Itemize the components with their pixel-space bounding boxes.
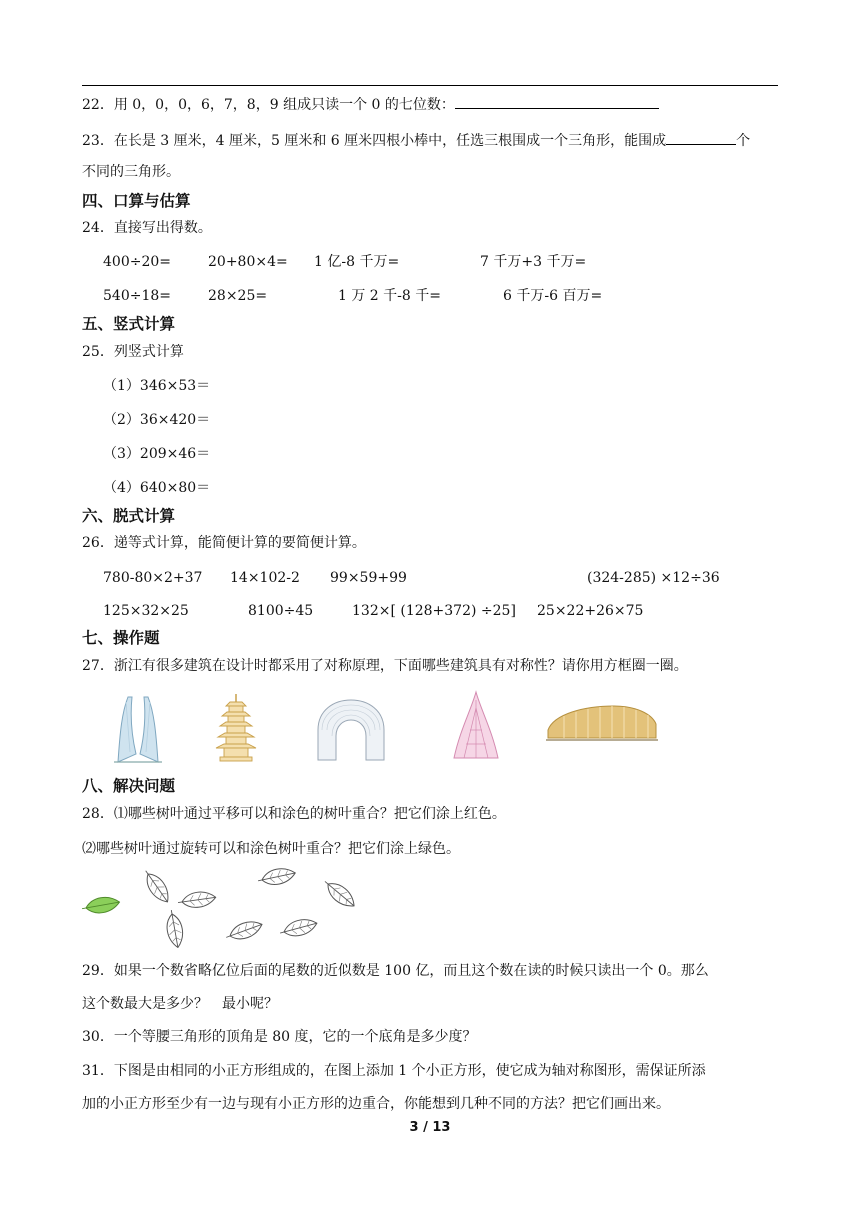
- expr-26-3: 99×59+99: [330, 570, 407, 586]
- question-23-line2: 不同的三角形。: [82, 164, 180, 180]
- answer-blank-22[interactable]: [455, 94, 659, 109]
- leaf-icon-6[interactable]: [278, 916, 319, 940]
- question-29-line1: 29．如果一个数省略亿位后面的尾数的近似数是 100 亿，而且这个数在读的时候只读出一个 0。那么: [82, 963, 709, 979]
- leaf-icon-1[interactable]: [140, 866, 174, 906]
- section-6-title: 六、脱式计算: [82, 507, 176, 525]
- expr-26-8: 25×22+26×75: [537, 603, 644, 619]
- expr-26-2: 14×102-2: [230, 570, 300, 586]
- pagoda-building-image[interactable]: [210, 692, 262, 764]
- expr-26-5: 125×32×25: [103, 603, 189, 619]
- section-5-title: 五、竖式计算: [82, 315, 176, 333]
- expr-26-6: 8100÷45: [248, 603, 314, 619]
- expr-26-4: (324-285) ×12÷36: [587, 570, 720, 586]
- leaf-icon-7[interactable]: [320, 876, 359, 912]
- expr-24-3: 1 亿-8 千万=: [314, 254, 400, 270]
- answer-blank-23[interactable]: [666, 130, 736, 145]
- item-25-3: （3）209×46＝: [103, 446, 211, 462]
- question-30-text: 30．一个等腰三角形的顶角是 80 度，它的一个底角是多少度？: [82, 1029, 477, 1045]
- question-24-text: 24．直接写出得数。: [82, 220, 212, 236]
- question-22: [82, 94, 659, 115]
- section-8-title: 八、解决问题: [82, 777, 176, 795]
- expr-26-7: 132×[ (128+372) ÷25]: [352, 603, 516, 619]
- question-23-line1: [82, 130, 750, 151]
- expr-24-6: 28×25=: [208, 288, 268, 304]
- expr-24-2: 20+80×4=: [208, 254, 288, 270]
- shaded-leaf-icon: [81, 895, 121, 916]
- question-31-line1: 31．下图是由相同的小正方形组成的，在图上添加 1 个小正方形，使它成为轴对称图形，需保证所添: [82, 1063, 706, 1079]
- header-rule: [82, 85, 778, 86]
- section-7-title: 七、操作题: [82, 629, 160, 647]
- page-number: 3 / 13: [409, 1120, 451, 1135]
- question-23-text-a: 23．在长是 3 厘米，4 厘米，5 厘米和 6 厘米四根小棒中，任选三根围成一个三角形，能围成: [82, 133, 667, 149]
- question-29-line2: 这个数最大是多少？ 最小呢？: [82, 996, 278, 1012]
- leaf-icon-5[interactable]: [224, 917, 265, 944]
- item-25-4: （4）640×80＝: [103, 480, 211, 496]
- twin-tower-building-image[interactable]: [108, 692, 168, 764]
- item-25-1: （1）346×53＝: [103, 378, 211, 394]
- section-4-title: 四、口算与估算: [82, 192, 191, 210]
- question-26-text: 26．递等式计算，能简便计算的要简便计算。: [82, 535, 366, 551]
- expr-26-1: 780-80×2+37: [103, 570, 203, 586]
- expr-24-7: 1 万 2 千-8 千=: [338, 288, 441, 304]
- leaf-icon-2[interactable]: [177, 890, 217, 910]
- leaf-icon-3[interactable]: [164, 909, 185, 948]
- question-25-text: 25．列竖式计算: [82, 344, 184, 360]
- item-25-2: （2）36×420＝: [103, 412, 211, 428]
- question-31-line2: 加的小正方形至少有一边与现有小正方形的边重合，你能想到几种不同的方法？把它们画出来。: [82, 1096, 670, 1112]
- arch-building-image[interactable]: [314, 696, 388, 762]
- question-27-text: 27．浙江有很多建筑在设计时都采用了对称原理，下面哪些建筑具有对称性？请你用方框圈一圈。: [82, 658, 688, 674]
- question-23-text-b: 个: [736, 133, 751, 149]
- leaf-icon-4[interactable]: [257, 866, 297, 888]
- question-22-text: 22．用 0，0，0，6，7，8，9 组成只读一个 0 的七位数：: [82, 97, 455, 113]
- question-28-line1: 28．⑴哪些树叶通过平移可以和涂色的树叶重合？把它们涂上红色。: [82, 806, 506, 822]
- stadium-building-image[interactable]: [544, 700, 660, 748]
- expr-24-4: 7 千万+3 千万=: [480, 254, 587, 270]
- expr-24-8: 6 千万-6 百万=: [503, 288, 603, 304]
- expr-24-5: 540÷18=: [103, 288, 171, 304]
- expr-24-1: 400÷20=: [103, 254, 171, 270]
- question-28-line2: ⑵哪些树叶通过旋转可以和涂色树叶重合？把它们涂上绿色。: [82, 841, 460, 857]
- lotus-tower-building-image[interactable]: [448, 690, 504, 764]
- leaves-figure: [80, 866, 360, 948]
